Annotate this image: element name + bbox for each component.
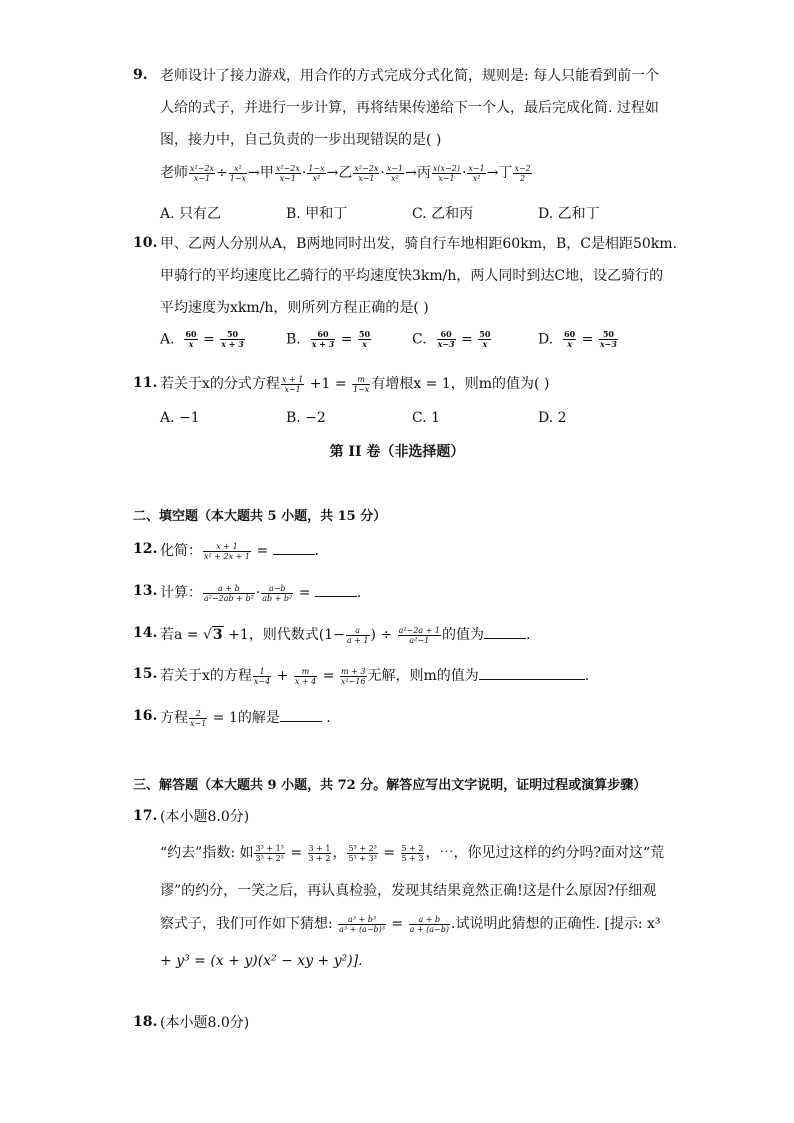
ding-label: 丁 [498, 165, 513, 181]
fraction: $\frac{60}{x}$ [185, 329, 197, 349]
question-9-line-1: 老师设计了接力游戏，用合作的方式完成分式化简，规则是: 每人只能看到前一个 [160, 68, 660, 84]
question-9-option-d[interactable]: D. 乙和丁 [538, 206, 600, 222]
question-9-number: 9. [133, 67, 148, 83]
question-13-stem: 计算： $\frac{a + b}{\text{a²−2ab + b²}}$ · $\frac{a-b}{\text{ab + b²}}$ = . [160, 583, 362, 603]
fraction: $\frac{60}{x}$ [564, 329, 576, 349]
fraction: $\frac{\text{a³ + b³}}{\text{a³ + (a−b)³}}$ [339, 914, 385, 934]
question-11-option-d[interactable]: D. 2 [538, 410, 567, 426]
question-9-option-a[interactable]: A. 只有乙 [160, 206, 222, 222]
fraction: $\frac{2}{x-1}$ [190, 708, 207, 728]
fraction: $\frac{m}{x + 4}$ [294, 666, 317, 686]
question-10-line-3: 平均速度为xkm/h，则所列方程正确的是( ) [160, 300, 429, 316]
question-16-stem: 方程 $\frac{2}{x-1}$ = 1的解是 . [160, 708, 331, 728]
answer-blank[interactable] [280, 707, 322, 722]
fraction: $\frac{m + 3}{\text{x²−16}}$ [340, 666, 366, 686]
question-14-stem: 若a = √3 +1，则代数式(1− $\frac{a}{a + 1}$ ) ÷ $\frac{\text{a²−2a + 1}}{\text{a²−1}}$ 的值为 . [160, 625, 531, 645]
question-10-option-a[interactable]: A. $\frac{60}{x}$ = $\frac{50}{x + 3}$ [160, 329, 244, 349]
section-3-heading: 三、解答题（本大题共 9 小题，共 72 分。解答应写出文字说明，证明过程或演算步骤） [133, 778, 647, 793]
fraction: $\frac{50}{x}$ [358, 329, 371, 349]
question-9-option-b[interactable]: B. 甲和丁 [286, 206, 348, 222]
question-17-line-2: 谬”的约分，一笑之后，再认真检验，发现其结果竟然正确!这是什么原因?仔细观 [160, 883, 657, 899]
question-9-line-2: 人给的式子，并进行一步计算，再将结果传递给下一个人，最后完成化简. 过程如 [160, 100, 659, 116]
question-13-number: 13. [133, 583, 158, 599]
fraction: $\frac{50}{x}$ [479, 329, 491, 349]
question-11-stem: 若关于x的分式方程 $\frac{x + 1}{x-1}$ +1 = $\frac{m}{1-x}$ 有增根x = 1，则m的值为( ) [160, 374, 550, 394]
fraction: $\frac{1-x}{\text{x²}}$ [308, 163, 325, 183]
yi-label: 乙 [338, 165, 353, 181]
part-2-title: 第 II 卷（非选择题） [329, 444, 465, 460]
fraction: $\frac{\text{a²−2a + 1}}{\text{a²−1}}$ [398, 625, 441, 645]
answer-blank[interactable] [273, 540, 315, 555]
question-11-option-a[interactable]: A. −1 [160, 410, 200, 426]
question-10-option-d[interactable]: D. $\frac{60}{x}$ = $\frac{50}{x-3}$ [538, 329, 617, 349]
jia-label: 甲 [259, 165, 274, 181]
question-17-line-3: 察式子，我们可作如下猜想: $\frac{\text{a³ + b³}}{\text{a³ + (a−b)³}}$ = $\frac{a + b}{a + (a-b)}$ .试说明此猜想的正确性. [提示: x³ [160, 914, 661, 934]
fraction: $\frac{50}{x + 3}$ [221, 329, 244, 349]
fraction: $\frac{x(x-2)}{x-1}$ [432, 163, 460, 183]
question-12-number: 12. [133, 541, 158, 557]
fraction: $\frac{x + 1}{\text{x² + 2x + 1}}$ [204, 541, 250, 561]
fraction: $\frac{1}{x-4}$ [253, 666, 271, 686]
fraction: $\frac{\text{3³ + 1³}}{\text{3³ + 2³}}$ [255, 843, 284, 863]
fraction: $\frac{50}{x-3}$ [599, 329, 617, 349]
fraction: $\frac{\text{x²−2x}}{x-1}$ [354, 163, 379, 183]
question-17-line-1: “约去”指数: 如 $\frac{\text{3³ + 1³}}{\text{3³ + 2³}}$ = $\frac{3 + 1}{3 + 2}$ ， $\frac{\text{5³ + 2³}}{\text{5³ + 3³}}$ = $\frac{5 + 2}{5 + 3}$ ，⋯，你见过这样的约分吗?面对这“荒 [160, 843, 665, 863]
question-10-option-b[interactable]: B. $\frac{60}{x + 3}$ = $\frac{50}{x}$ [286, 329, 371, 349]
teacher-label: 老师 [160, 165, 188, 181]
fraction: $\frac{\text{x²}}{1-x}$ [229, 163, 247, 183]
fraction: $\frac{60}{x-3}$ [437, 329, 455, 349]
question-11-option-b[interactable]: B. −2 [286, 410, 326, 426]
answer-blank[interactable] [315, 582, 357, 597]
fraction: $\frac{3 + 1}{3 + 2}$ [308, 843, 331, 863]
fraction: $\frac{x-2}{2}$ [514, 163, 531, 183]
question-10-line-1: 甲、乙两人分别从A，B两地同时出发，骑自行车地相距60km，B，C是相距50km. [160, 236, 677, 252]
question-15-stem: 若关于x的方程 $\frac{1}{x-4}$ + $\frac{m}{x + 4}$ = $\frac{m + 3}{\text{x²−16}}$ 无解，则m的值为 . [160, 666, 590, 686]
fraction: $\frac{a + b}{\text{a²−2ab + b²}}$ [204, 583, 254, 603]
question-16-number: 16. [133, 708, 158, 724]
question-15-number: 15. [133, 666, 158, 682]
question-17-score: (本小题8.0分) [160, 809, 250, 825]
fraction: $\frac{\text{x²−2x}}{x-1}$ [190, 163, 215, 183]
question-17-number: 17. [133, 808, 158, 824]
fraction: $\frac{a-b}{\text{ab + b²}}$ [262, 583, 293, 603]
fraction: $\frac{x-1}{\text{x²}}$ [468, 163, 485, 183]
question-14-number: 14. [133, 625, 158, 641]
fraction: $\frac{\text{x²−2x}}{x-1}$ [275, 163, 300, 183]
question-10-line-2: 甲骑行的平均速度比乙骑行的平均速度快3km/h，两人同时到达C地，设乙骑行的 [160, 268, 664, 284]
fraction: $\frac{x + 1}{x-1}$ [281, 374, 304, 394]
fraction: $\frac{a}{a + 1}$ [346, 625, 369, 645]
question-18-number: 18. [133, 1014, 158, 1030]
question-18-score: (本小题8.0分) [160, 1015, 250, 1031]
question-11-number: 11. [133, 375, 158, 391]
question-17-hint: + y³ = (x + y)(x² − xy + y²)]. [160, 953, 363, 969]
fraction: $\frac{60}{x + 3}$ [311, 329, 335, 349]
question-9-option-c[interactable]: C. 乙和丙 [412, 206, 474, 222]
question-11-option-c[interactable]: C. 1 [412, 410, 441, 426]
fraction: $\frac{\text{5³ + 2³}}{\text{5³ + 3³}}$ [348, 843, 377, 863]
fraction: $\frac{a + b}{a + (a-b)}$ [409, 914, 450, 934]
question-12-stem: 化简： $\frac{x + 1}{\text{x² + 2x + 1}}$ = . [160, 541, 320, 561]
bing-label: 丙 [416, 165, 431, 181]
question-10-number: 10. [133, 235, 158, 251]
section-2-heading: 二、填空题（本大题共 5 小题，共 15 分） [133, 509, 387, 524]
question-10-option-c[interactable]: C. $\frac{60}{x-3}$ = $\frac{50}{x}$ [412, 329, 491, 349]
answer-blank[interactable] [484, 624, 526, 639]
fraction: $\frac{5 + 2}{5 + 3}$ [401, 843, 424, 863]
fraction: $\frac{m}{1-x}$ [353, 374, 370, 394]
fraction: $\frac{x-1}{\text{x²}}$ [386, 163, 404, 183]
question-9-line-3: 图，接力中，自己负责的一步出现错误的是( ) [160, 132, 442, 148]
answer-blank[interactable] [479, 665, 585, 680]
question-9-relay-chain: 老师 $\frac{\text{x²−2x}}{x-1}$ ÷ $\frac{\text{x²}}{1-x}$ →甲 $\frac{\text{x²−2x}}{x-1}$ · $\frac{1-x}{\text{x²}}$ →乙 $\frac{\text{x²−2x}}{x-1}$ · $\frac{x-1}{\text{x²}}$ →丙 $\frac{x(x-2)}{x-1}$ · $\frac{x-1}{\text{x²}}$ →丁 $\frac{x-2}{2}$ [160, 163, 531, 183]
